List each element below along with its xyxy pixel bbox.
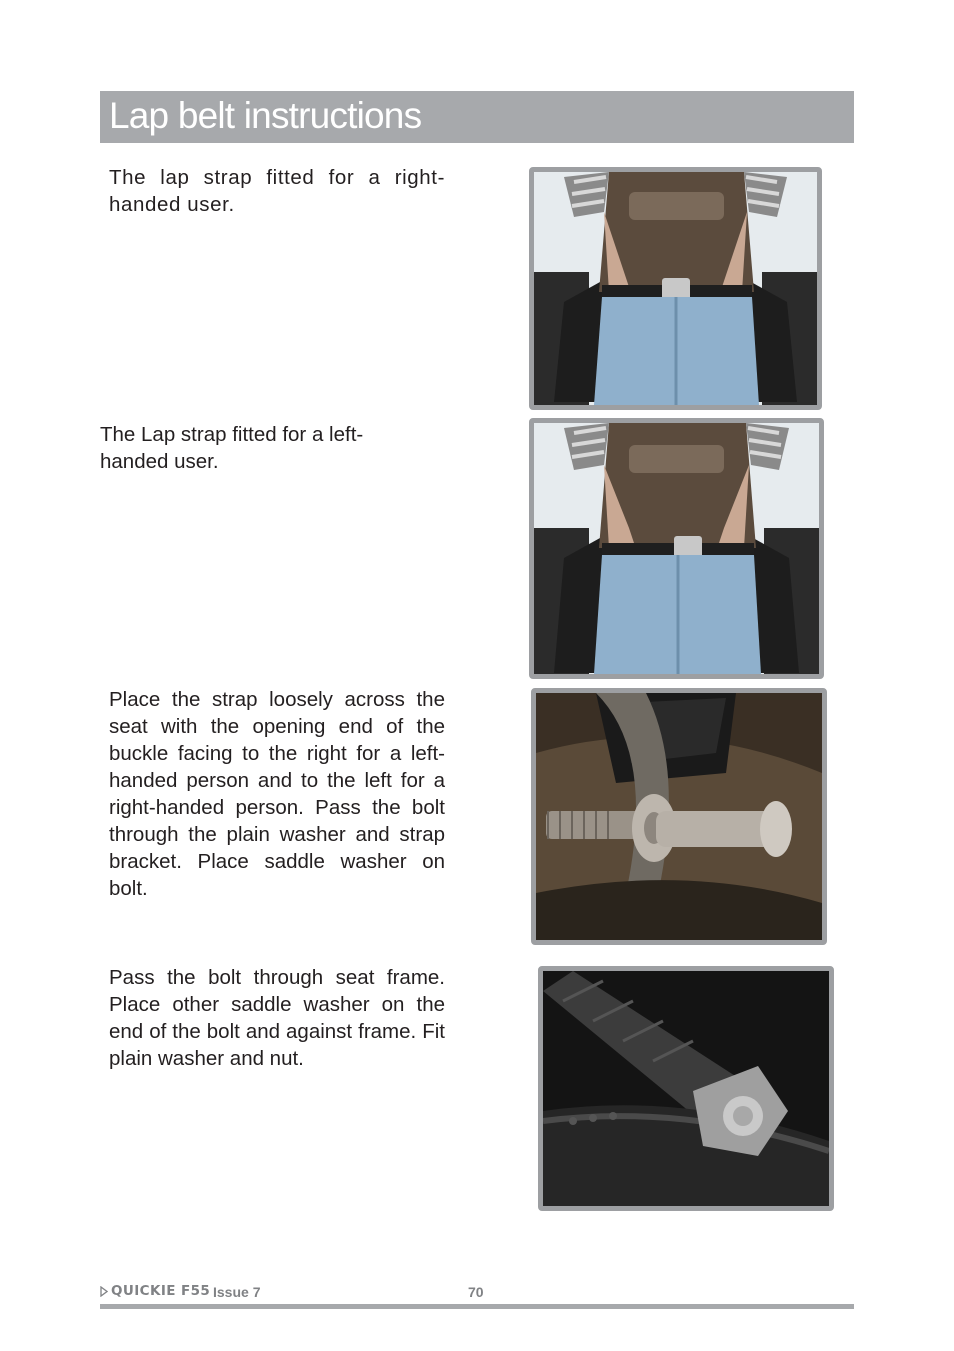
page-title: Lap belt instructions [109,95,422,136]
footer-rule [100,1304,854,1309]
step-4-text: Pass the bolt through seat frame. Place other saddle washer on the end of the bolt and against frame. Fit plain washer and nut. [109,966,445,1070]
step-2-text: The Lap strap fitted for a left-handed user. [100,423,364,473]
bolt-and-washer-photo [531,688,827,945]
lap-strap-left-handed-photo [529,418,824,679]
triangle-arrow-icon [100,1286,108,1297]
title-bar [100,91,854,143]
issue-number: Issue 7 [213,1284,261,1300]
page-number: 70 [468,1284,484,1300]
step-3-text: Place the strap loosely across the seat with the opening end of the buckle facing to the right for a left-handed person and to the left for a right-handed person. Pass the bolt through the plain washer and strap bracket. Place saddle washer on bolt. [109,688,445,900]
strap-bracket-on-frame-photo [538,966,834,1211]
step-1-text: The lap strap fitted for a right-handed user. [109,166,445,216]
brand-name: QUICKIE F55 [111,1283,211,1299]
lap-strap-right-handed-photo [529,167,822,410]
footer-brand [100,1283,210,1299]
